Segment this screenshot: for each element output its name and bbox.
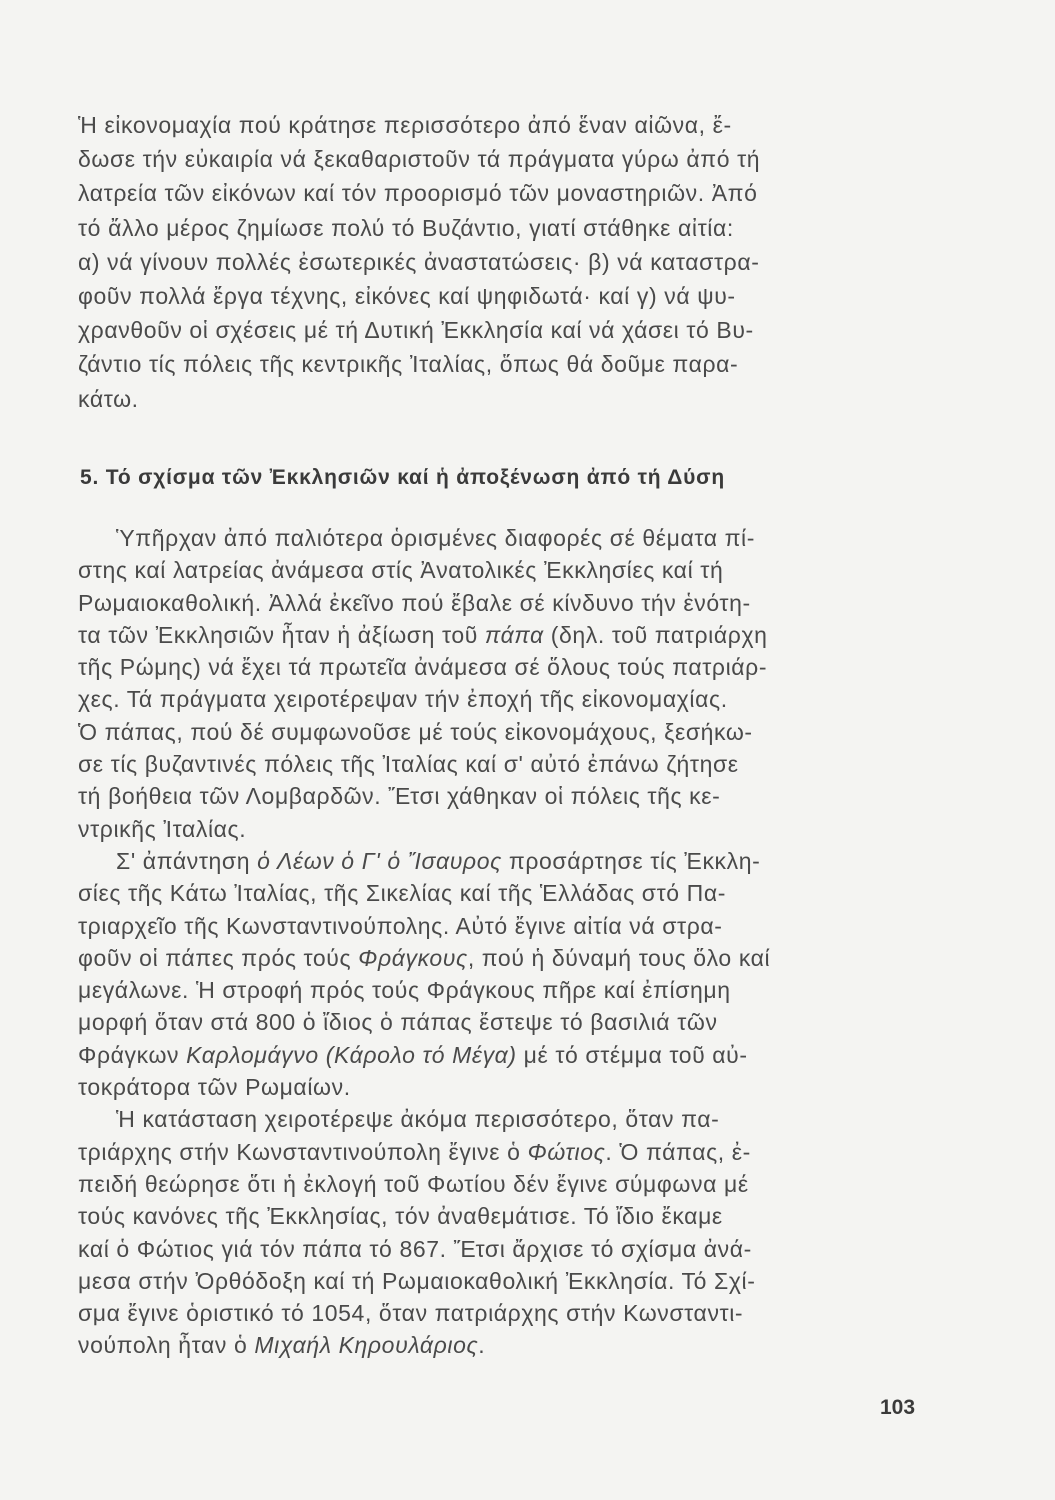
text-line: μεγάλωνε. Ἡ στροφή πρός τούς Φράγκους πῆρε καί ἐπίσημη (78, 977, 731, 1004)
text-line: δωσε τήν εὐκαιρία νά ξεκαθαριστοῦν τά πράγματα γύρω ἀπό τή (78, 146, 761, 173)
text-run: , πού ἡ δύναμή τους ὅλο καί (467, 944, 771, 971)
italic-term: Μιχαήλ Κηρουλάριος (254, 1332, 479, 1359)
text-run: προσάρτησε τίς Ἐκκλη- (501, 847, 761, 874)
text-line: χες. Τά πράγματα χειροτέρεψαν τήν ἐποχή τῆς εἰκονομαχίας. (78, 686, 728, 713)
text-line (78, 1329, 930, 1361)
text-line: σίες τῆς Κάτω Ἰταλίας, τῆς Σικελίας καί τῆς Ἑλλάδας στό Πα- (78, 880, 727, 907)
text-run: (δηλ. τοῦ πατριάρχη (543, 621, 768, 648)
text-line: τῆς Ρώμης) νά ἔχει τά πρωτεῖα ἀνάμεσα σέ ὅλους τούς πατριάρ- (78, 654, 768, 681)
text-line: τούς κανόνες τῆς Ἐκκλησίας, τόν ἀναθεμάτισε. Τό ἴδιο ἔκαμε (78, 1203, 723, 1230)
text-run: τα τῶν Ἐκκλησιῶν ἦταν ἡ ἀξίωση τοῦ (78, 621, 485, 648)
text-run: . Ὁ πάπας, ἐ- (605, 1138, 751, 1165)
text-line (78, 1039, 930, 1071)
text-line (78, 619, 930, 651)
text-run: Φράγκων (78, 1041, 187, 1068)
text-line: σε τίς βυζαντινές πόλεις τῆς Ἰταλίας καί σ' αὐτό ἐπάνω ζήτησε (78, 751, 739, 778)
section-heading: 5. Τό σχίσμα τῶν Ἐκκλησιῶν καί ἡ ἀποξένωση ἀπό τή Δύση (80, 466, 725, 489)
text-line: τή βοήθεια τῶν Λομβαρδῶν. Ἔτσι χάθηκαν οἱ πόλεις τῆς κε- (78, 783, 721, 810)
text-line: Ὁ πάπας, πού δέ συμφωνοῦσε μέ τούς εἰκονομάχους, ξεσήκω- (78, 718, 753, 745)
text-line: κάτω. (78, 385, 139, 412)
text-line: τριαρχεῖο τῆς Κωνσταντινούπολης. Αὐτό ἔγινε αἰτία νά στρα- (78, 912, 723, 939)
text-line (78, 942, 930, 974)
text-line: τοκράτορα τῶν Ρωμαίων. (78, 1074, 351, 1101)
text-line: τό ἄλλο μέρος ζημίωσε πολύ τό Βυζάντιο, γιατί στάθηκε αἰτία: (78, 214, 734, 241)
paragraph-iconoclasm-consequences (78, 108, 930, 416)
text-line: χρανθοῦν οἱ σχέσεις μέ τή Δυτική Ἐκκλησία καί νά χάσει τό Βυ- (78, 317, 754, 344)
text-line: σμα ἔγινε ὁριστικό τό 1054, ὅταν πατριάρχης στήν Κωνσταντι- (78, 1300, 744, 1327)
italic-term: Φράγκους (358, 944, 468, 971)
text-line: λατρεία τῶν εἰκόνων καί τόν προορισμό τῶν μοναστηριῶν. Ἀπό (78, 180, 758, 207)
text-line: καί ὁ Φώτιος γιά τόν πάπα τό 867. Ἔτσι ἄρχισε τό σχίσμα ἀνά- (78, 1235, 752, 1262)
text-line (78, 1136, 930, 1168)
text-line: Ὑπῆρχαν ἀπό παλιότερα ὁρισμένες διαφορές σέ θέματα πί- (116, 525, 756, 551)
text-run: νούπολη ἦταν ὁ (78, 1332, 255, 1359)
text-line: μεσα στήν Ὀρθόδοξη καί τή Ρωμαιοκαθολική Ἐκκλησία. Τό Σχί- (78, 1267, 756, 1294)
text-line: Ἡ κατάσταση χειροτέρεψε ἀκόμα περισσότερο, ὅταν πα- (116, 1106, 720, 1133)
text-run: . (478, 1332, 486, 1359)
text-run: Σ' ἀπάντηση (116, 847, 258, 874)
text-line: ντρικῆς Ἰταλίας. (78, 815, 247, 842)
text-line (78, 845, 930, 877)
section-body (78, 522, 930, 1362)
italic-term: Φώτιος (527, 1138, 606, 1165)
text-line: ζάντιο τίς πόλεις τῆς κεντρικῆς Ἰταλίας, ὅπως θά δοῦμε παρα- (78, 351, 739, 378)
text-run: φοῦν οἱ πάπες πρός τούς (78, 944, 359, 971)
text-run: τριάρχης στήν Κωνσταντινούπολη ἔγινε ὁ (78, 1138, 528, 1165)
text-run: μέ τό στέμμα τοῦ αὐ- (516, 1041, 748, 1068)
text-line: Ρωμαιοκαθολική. Ἀλλά ἐκεῖνο πού ἔβαλε σέ κίνδυνο τήν ἑνότη- (78, 589, 751, 616)
italic-term: ὁ Λέων ὁ Γ' ὁ Ἴσαυρος (257, 847, 502, 874)
text-line: Ἡ εἰκονομαχία πού κράτησε περισσότερο ἀπό ἕναν αἰῶνα, ἔ- (78, 112, 732, 138)
text-line: α) νά γίνουν πολλές ἐσωτερικές ἀναστατώσεις· β) νά καταστρα- (78, 248, 760, 275)
italic-term: Καρλομάγνο (Κάρολο τό Μέγα) (186, 1041, 517, 1068)
text-line: πειδή θεώρησε ὅτι ἡ ἐκλογή τοῦ Φωτίου δέν ἔγινε σύμφωνα μέ (78, 1170, 749, 1197)
italic-term: πάπα (484, 621, 544, 648)
page-number: 103 (880, 1396, 916, 1419)
text-line: στης καί λατρείας ἀνάμεσα στίς Ἀνατολικές Ἐκκλησίες καί τή (78, 557, 724, 584)
text-line: μορφή ὅταν στά 800 ὁ ἴδιος ὁ πάπας ἔστεψε τό βασιλιά τῶν (78, 1009, 718, 1036)
text-line: φοῦν πολλά ἔργα τέχνης, εἰκόνες καί ψηφιδωτά· καί γ) νά ψυ- (78, 282, 736, 309)
